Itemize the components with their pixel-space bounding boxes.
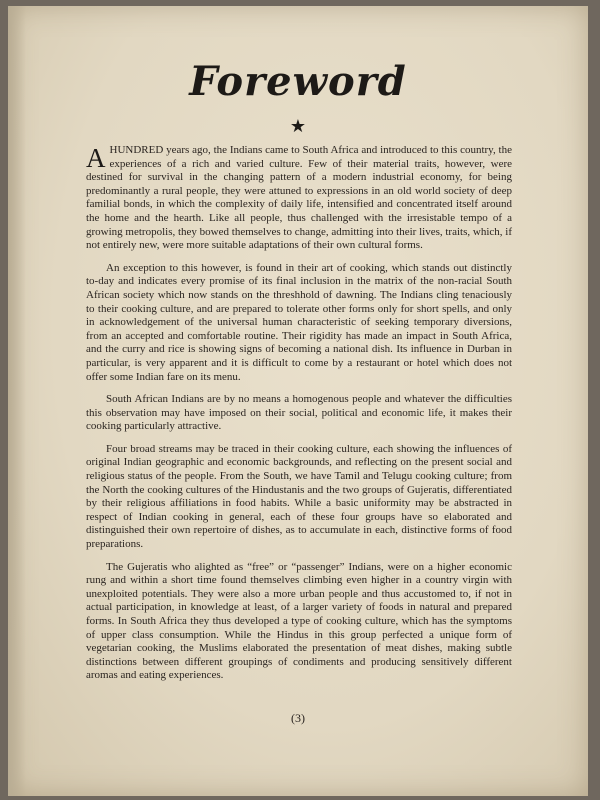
paragraph-3: South African Indians are by no means a homogenous people and whatever the difficulties this observation may have imposed on their social, political and economic life, it makes their cooking particularly attractive. — [86, 393, 512, 433]
drop-cap: A — [86, 143, 106, 173]
book-page — [8, 6, 588, 796]
paragraph-1-text: HUNDRED years ago, the Indians came to South Africa and introduced to this country, the experiences of a rich and varied culture. Few of their material traits, however, were destined for survival in the changing pattern of a modern industrial economy, for being predominantly a rural people, they were attuned to expressions in an old world society of deep familial bonds, in which the complexity of daily life, intensified and concentrated itself around the home and the hearth. Like all people, thus challenged with the irresistable tempo of a growing metropolis, they bowed themselves to change, admitting into their lives, traits, which, if not entirely new, were more suitable adaptations of their own cultural forms. — [86, 144, 512, 252]
paragraph-1 — [86, 144, 512, 253]
star-ornament-icon: ★ — [289, 116, 307, 137]
page-number: (3) — [291, 711, 305, 725]
foreword-body — [86, 144, 512, 692]
page-title: Foreword — [189, 58, 407, 105]
paragraph-2: An exception to this however, is found in their art of cooking, which stands out distinctly to-day and indicates every promise of its final inclusion in the matrix of the non-racial South African society which now stands on the threshhold of dawning. The Indians cling tenaciously to their cooking culture, and are prepared to tolerate other forms only for short spells, and only in acknowledgement of the universal human characteristic of seeking temporary diversions, from an accepted and comfortable routine. Their rigidity has made an impact in South Africa, and the curry and rice is showing signs of becoming a national dish. Its influence in Durban in particular, is very apparent and it is difficult to come by a restaurant or hotel which does not offer some Indian fare on its menu. — [86, 261, 512, 383]
paragraph-5: The Gujeratis who alighted as “free” or “passenger” Indians, were on a higher economic rung and within a short time found themselves climbing even higher in a country virgin with unexploited potentials. They were also a more urban people and thus accustomed to, if not in actual participation, in knowledge at least, of a larger variety of foods in natural and prepared forms. In South Africa they thus developed a type of cooking culture, which has the symptoms of upper class consumption. While the Hindus in this group perfected a unique form of vegetarian cooking, the Muslims elaborated the presentation of meat dishes, making subtle distinctions between different groupings of condiments and producing sensitively different aromas and eating experiences. — [86, 560, 512, 682]
paragraph-4: Four broad streams may be traced in their cooking culture, each showing the influences of original Indian geographic and economic backgrounds, and reflecting on the present social and religious status of the people. From the South, we have Tamil and Telugu cooking culture; from the North the cooking cultures of the Hindustanis and the two groups of Gujeratis, differentiated by their religious affiliations in food habits. While a basic uniformity may be abstracted in respect of Indian cooking in general, each of these four groups have so elaborated and distinguished their own repertoire of dishes, as to accumulate in each, distinctive forms of food preparations. — [86, 442, 512, 551]
